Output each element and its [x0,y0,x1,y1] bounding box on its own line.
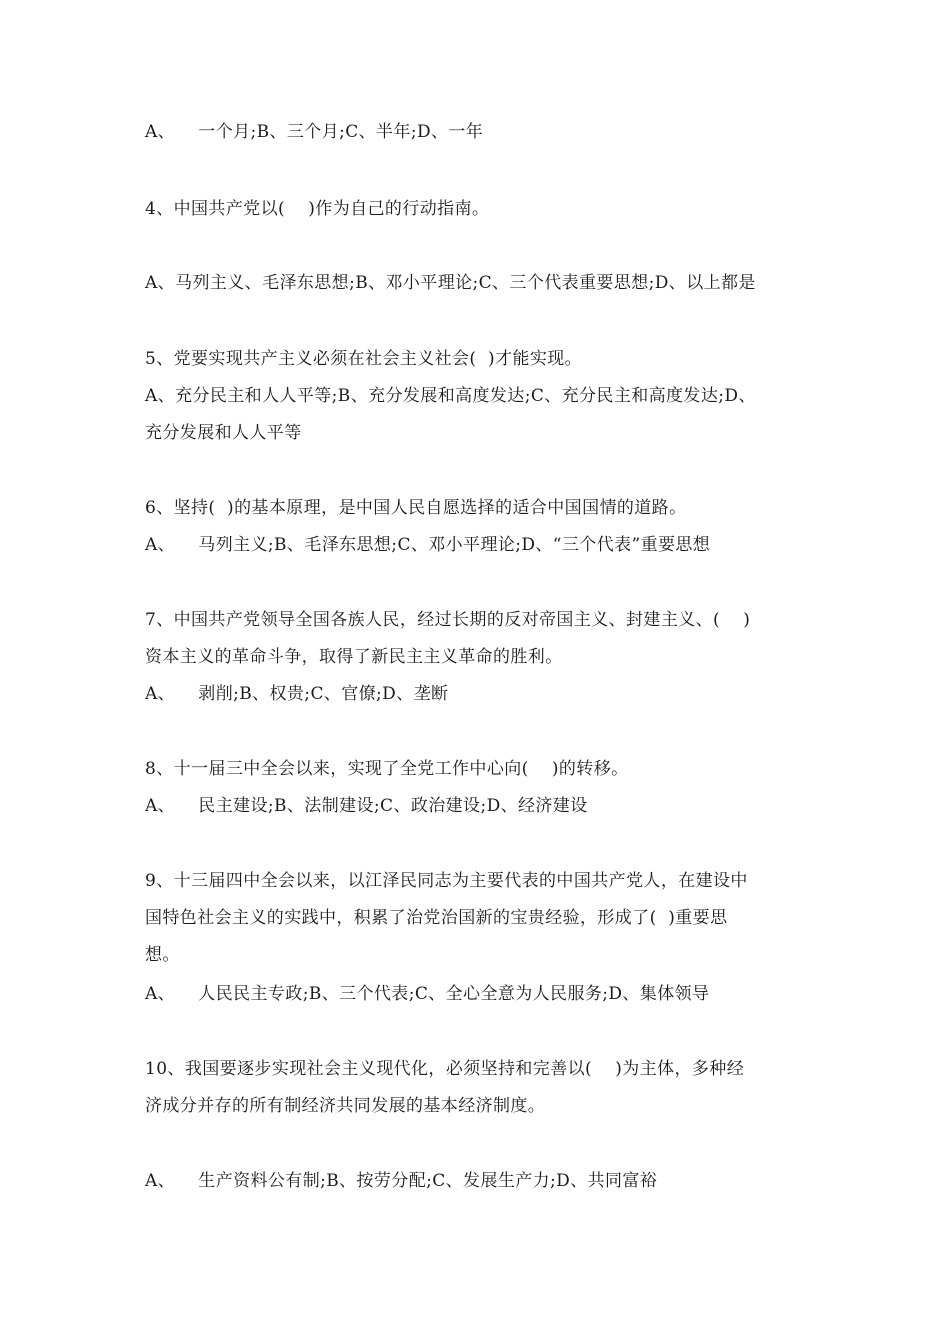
q3-options: A、 一个月;B、三个月;C、半年;D、一年 [145,122,484,142]
q9-options: A、 人民民主专政;B、三个代表;C、全心全意为人民服务;D、集体领导 [145,984,710,1004]
q10-stem-line1: 10、我国要逐步实现社会主义现代化，必须坚持和完善以( )为主体，多种经 [145,1059,745,1079]
q5-stem: 5、党要实现共产主义必须在社会主义社会( )才能实现。 [145,349,583,369]
q9-stem-line3: 想。 [145,945,180,965]
q10-stem-line2: 济成分并存的所有制经济共同发展的基本经济制度。 [145,1096,546,1116]
q7-options: A、 剥削;B、权贵;C、官僚;D、垄断 [145,684,449,704]
q7-stem-line1: 7、中国共产党领导全国各族人民，经过长期的反对帝国主义、封建主义、( ) [145,610,751,630]
q7-stem-line2: 资本主义的革命斗争，取得了新民主主义革命的胜利。 [145,647,563,667]
q9-stem-line1: 9、十三届四中全会以来，以江泽民同志为主要代表的中国共产党人，在建设中 [145,871,748,891]
q6-stem: 6、坚持( )的基本原理，是中国人民自愿选择的适合中国国情的道路。 [145,498,687,518]
q9-stem-line2: 国特色社会主义的实践中，积累了治党治国新的宝贵经验，形成了( )重要思 [145,908,728,928]
q4-options: A、马列主义、毛泽东思想;B、邓小平理论;C、三个代表重要思想;D、以上都是 [145,273,756,293]
q10-options: A、 生产资料公有制;B、按劳分配;C、发展生产力;D、共同富裕 [145,1171,658,1191]
q8-stem: 8、十一届三中全会以来，实现了全党工作中心向( )的转移。 [145,759,629,779]
q8-options: A、 民主建设;B、法制建设;C、政治建设;D、经济建设 [145,796,588,816]
q6-options: A、 马列主义;B、毛泽东思想;C、邓小平理论;D、“三个代表”重要思想 [145,535,711,555]
q5-options-line1: A、充分民主和人人平等;B、充分发展和高度发达;C、充分民主和高度发达;D、 [145,386,756,406]
q4-stem: 4、中国共产党以( )作为自己的行动指南。 [145,199,490,219]
q5-options-line2: 充分发展和人人平等 [145,423,302,443]
